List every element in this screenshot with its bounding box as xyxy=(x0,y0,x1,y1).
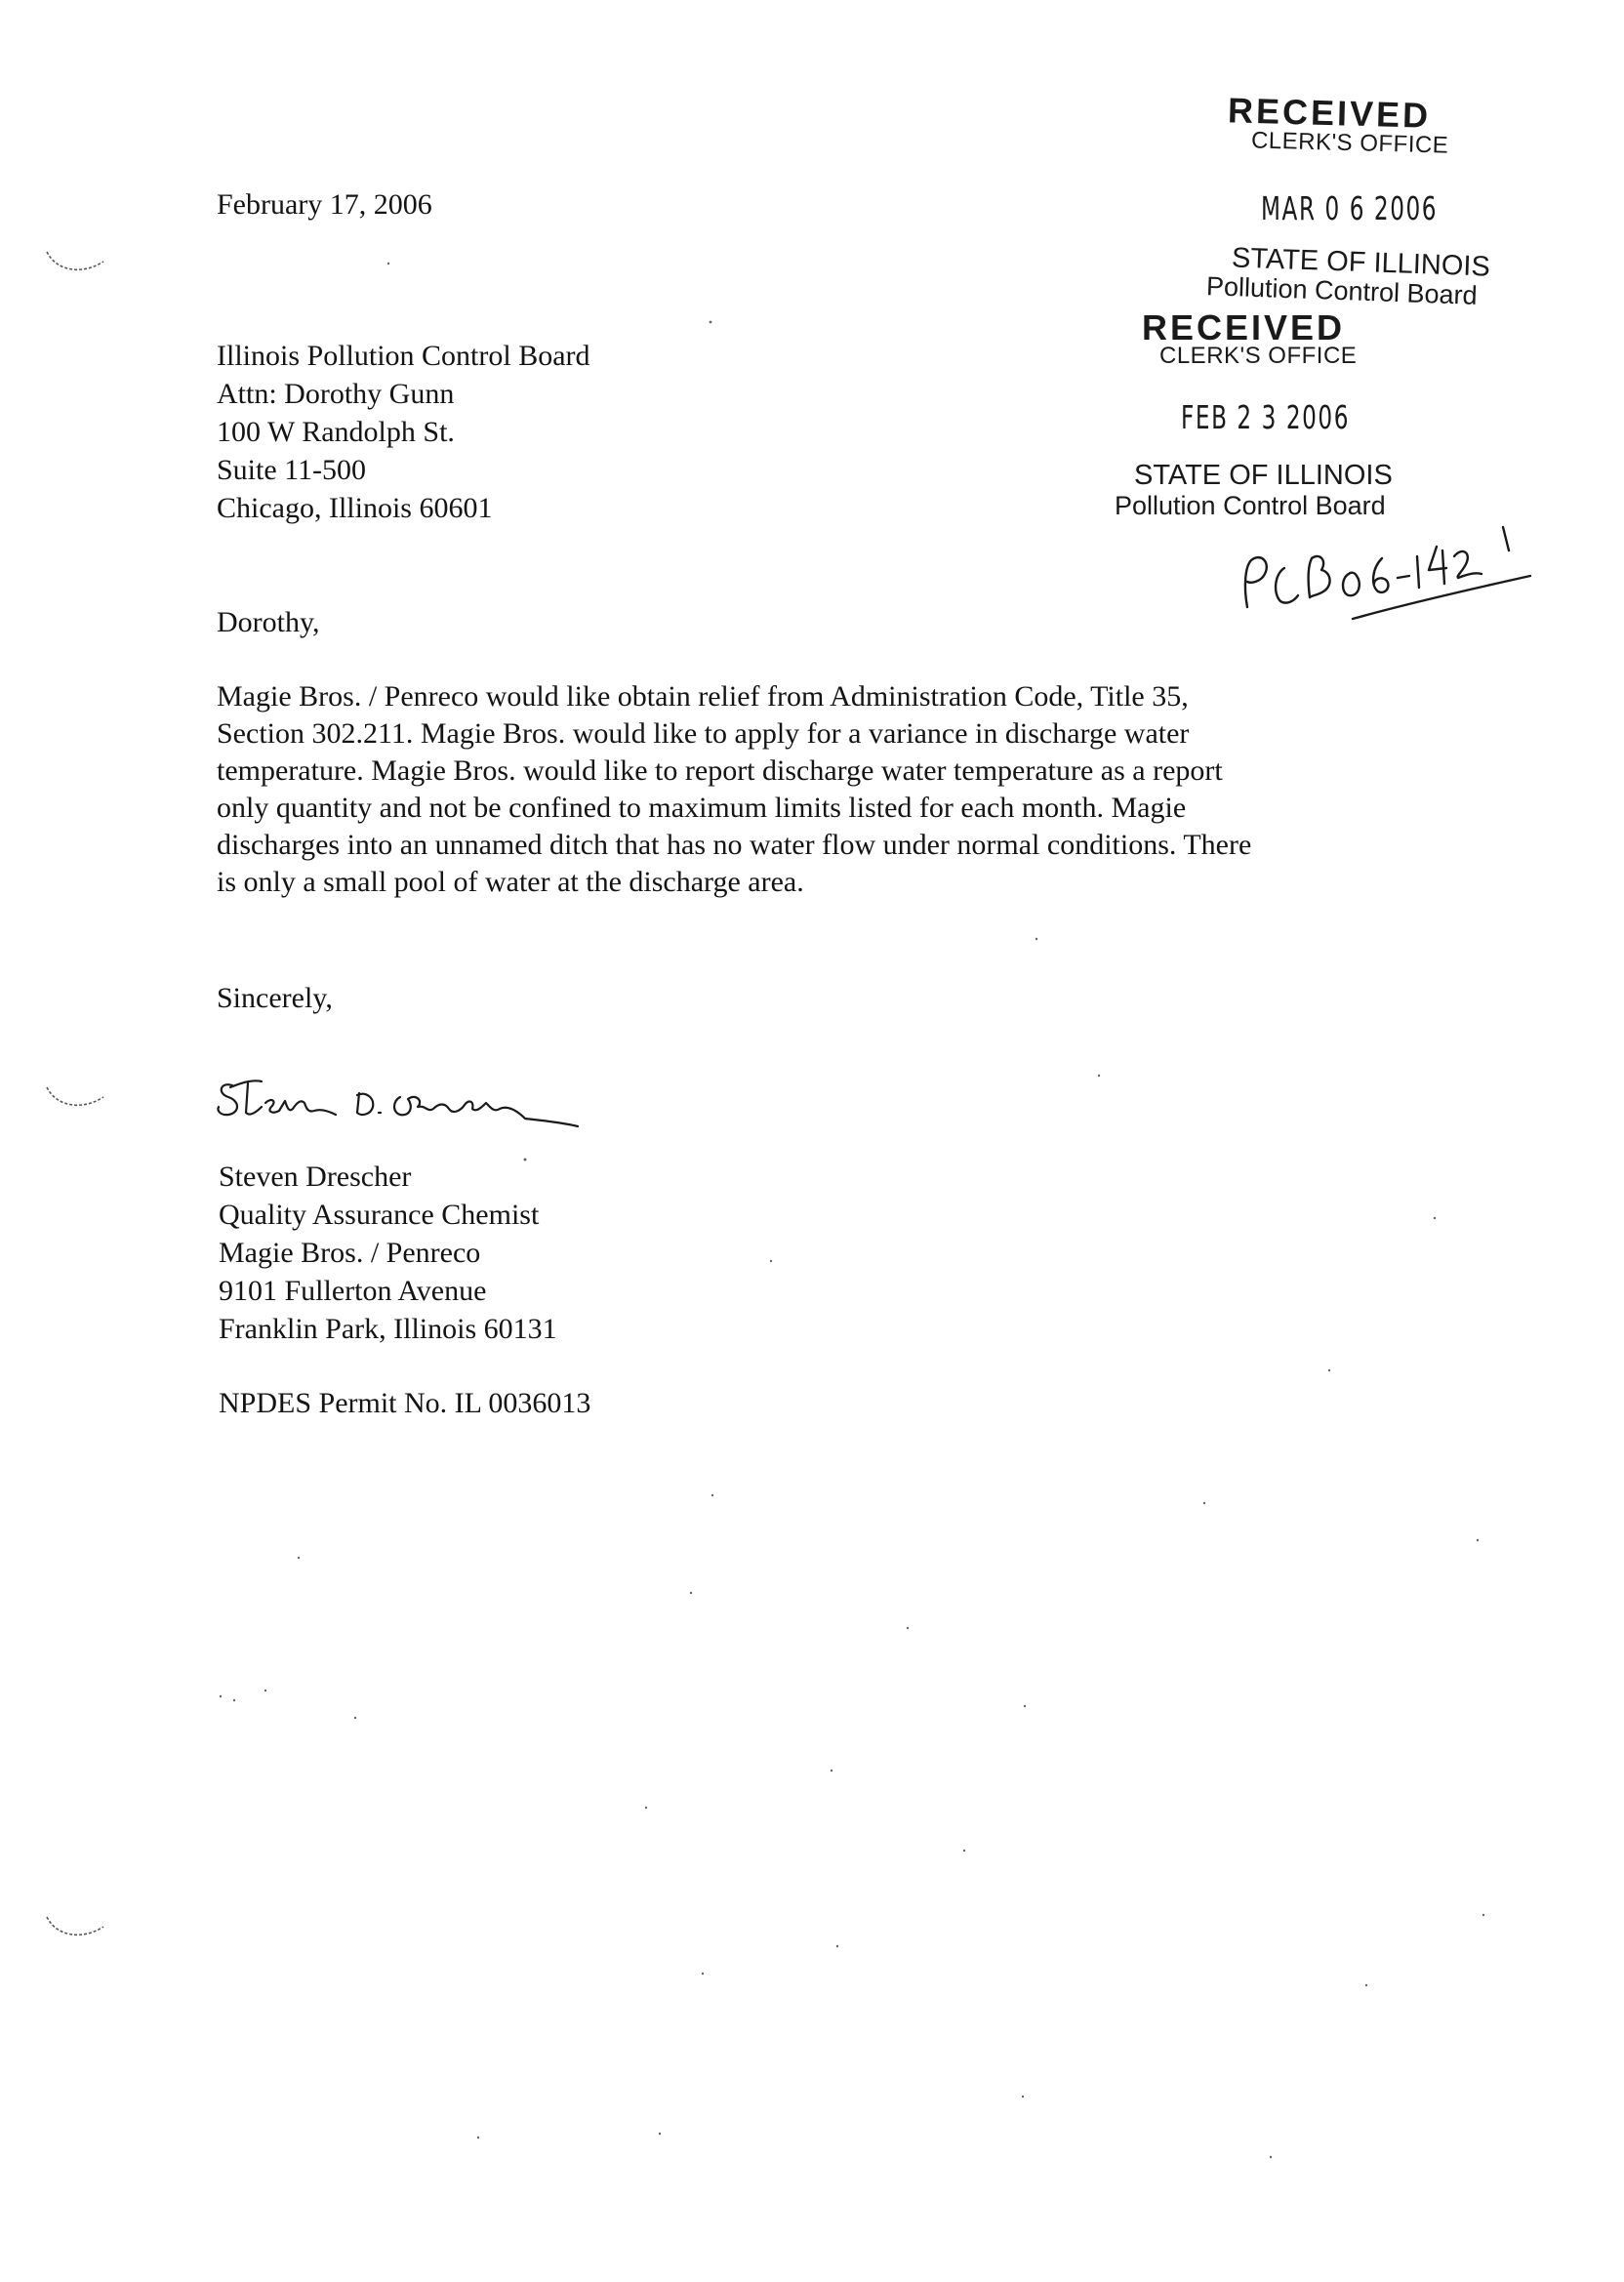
stamp1-received: RECEIVED xyxy=(1227,90,1432,136)
recipient-line-3: 100 W Randolph St. xyxy=(217,416,455,448)
signer-name: Steven Drescher xyxy=(219,1161,412,1193)
stamp1-board: Pollution Control Board xyxy=(1205,271,1479,310)
stamp1-state: STATE OF ILLINOIS xyxy=(1231,242,1491,283)
body-line: temperature. Magie Bros. would like to report discharge water temperature as a report xyxy=(217,754,1223,787)
signer-street: 9101 Fullerton Avenue xyxy=(219,1275,487,1307)
signer-title: Quality Assurance Chemist xyxy=(219,1199,540,1231)
recipient-line-2: Attn: Dorothy Gunn xyxy=(217,378,455,410)
recipient-line-5: Chicago, Illinois 60601 xyxy=(217,492,493,524)
body-line: only quantity and not be confined to maximum limits listed for each month. Magie xyxy=(217,792,1187,824)
permit-number: NPDES Permit No. IL 0036013 xyxy=(219,1387,591,1419)
body-line: discharges into an unnamed ditch that has no water flow under normal conditions. There xyxy=(217,829,1252,861)
stamp2-board: Pollution Control Board xyxy=(1115,491,1386,520)
stamp1-date: MAR 0 6 2006 xyxy=(1261,189,1439,227)
salutation: Dorothy, xyxy=(217,606,320,638)
stamp2-clerks-office: CLERK'S OFFICE xyxy=(1159,343,1358,369)
recipient-line-1: Illinois Pollution Control Board xyxy=(217,340,590,372)
signer-city: Franklin Park, Illinois 60131 xyxy=(219,1313,557,1345)
stamp1-clerks-office: CLERK'S OFFICE xyxy=(1250,127,1449,159)
signer-company: Magie Bros. / Penreco xyxy=(219,1237,481,1269)
stamp2-date: FEB 2 3 2006 xyxy=(1181,398,1351,436)
letter-date: February 17, 2006 xyxy=(217,188,432,221)
stamp2-received: RECEIVED xyxy=(1142,307,1346,347)
body-line: is only a small pool of water at the discharge area. xyxy=(217,866,804,898)
stamp2-state: STATE OF ILLINOIS xyxy=(1134,460,1393,491)
closing: Sincerely, xyxy=(217,982,333,1014)
body-line: Section 302.211. Magie Bros. would like to apply for a variance in discharge water xyxy=(217,717,1190,750)
body-line: Magie Bros. / Penreco would like obtain relief from Administration Code, Title 35, xyxy=(217,680,1189,713)
recipient-line-4: Suite 11-500 xyxy=(217,454,367,486)
